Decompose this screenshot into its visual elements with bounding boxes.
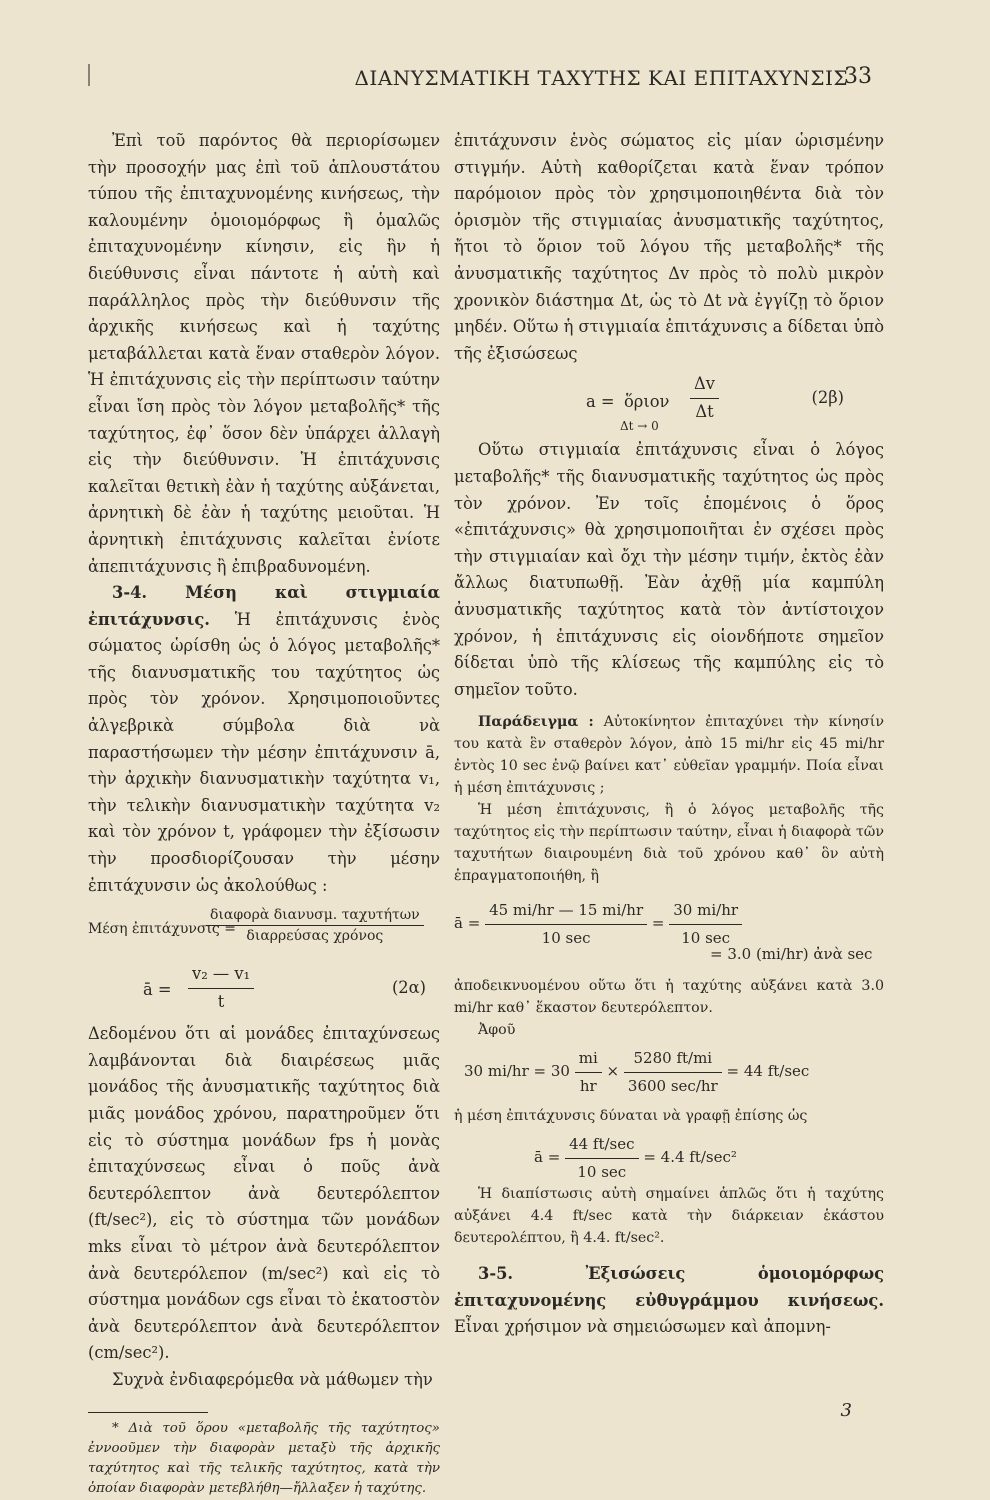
paragraph-definition: Οὕτω στιγμιαία ἐπιτάχυνσις εἶναι ὁ λόγος μεταβολῆς* τῆς διανυσματικῆς ταχύτητος ὡς πρὸς τὸν χρόνον. Ἐν τοῖς ἑπομένοις ὁ ὅρος «ἐπιτάχυνσις» θὰ χρησιμοποιῆται ἐν σχέσει πρὸς τὴν στιγμιαίαν καὶ ὄχι τὴν μέσην τιμήν, ἐκτὸς ἐὰν ἄλλως διατυπωθῇ. Ἐὰν ἀχθῇ μία καμπύλη ἀνυσματικῆς ταχύτητος κατὰ τὸν ἀντίστοιχον χρόνον, ἡ ἐπιτάχυνσις εἰς οἱονδήποτε σημεῖον δίδεται ὑπὸ τῆς κλίσεως τῆς καμπύλης εἰς τὸ σημεῖον τοῦτο. bbox=[454, 440, 884, 699]
left-column bbox=[88, 128, 440, 1499]
paragraph-finding: Ἡ διαπίστωσις αὐτὴ σημαίνει ἁπλῶς ὅτι ἡ ταχύτης αὐξάνει 4.4 ft/sec κατὰ τὴν διάρκειαν ἑκάστου δευτερολέπτου, ἢ 4.4. ft/sec². bbox=[454, 1186, 884, 1247]
equation-row bbox=[464, 1045, 809, 1099]
equation-fraction bbox=[624, 1045, 722, 1099]
equation-conversion bbox=[454, 1045, 884, 1101]
denominator: 3600 sec/hr bbox=[627, 1076, 718, 1095]
equation-result: = 3.0 (mi/hr) ἀνὰ sec bbox=[710, 945, 873, 964]
section-text: Ἡ ἐπιτάχυνσις ἑνὸς σώματος ὡρίσθη ὡς ὁ λόγος μεταβολῆς* τῆς διανυσματικῆς του ταχύτητος ὡς πρὸς τὸν χρόνον. Χρησιμοποιοῦντες ἀλγεβρικὰ σύμβολα διὰ νὰ παραστήσωμεν τὴν μέσην ἐπιτάχυνσιν ā, τὴν ἀρχικὴν διανυσματικὴν ταχύτητα v₁, τὴν τελικὴν διανυσματικὴν ταχύτητα v₂ καὶ τὸν χρόνον t, γράφομεν τὴν ἐξίσωσιν τὴν προσδιορίζουσαν τὴν μέσην ἐπιτάχυνσιν ὡς ἀκολούθως : bbox=[88, 609, 440, 895]
equation-lhs: ā = bbox=[143, 980, 172, 1000]
paragraph-continued: Συχνὰ ἐνδιαφερόμεθα νὰ μάθωμεν τὴν bbox=[112, 1369, 433, 1389]
footnote: * Διὰ τοῦ ὅρου «μεταβολῆς τῆς ταχύτητος» ἐννοοῦμεν τὴν διαφορὰν μεταξὺ τῆς ἀρχικῆς ταχύτητος καὶ τῆς τελικῆς ταχύτητος, κατὰ τὴν ὁποίαν διαφορὰν μετεβλήθη—ἤλλαξεν ἡ ταχύτης. bbox=[88, 1420, 440, 1496]
equation-fraction bbox=[565, 1131, 638, 1185]
denominator: Δt bbox=[695, 401, 714, 421]
equation-result: = 44 ft/sec bbox=[726, 1062, 810, 1081]
numerator: mi bbox=[575, 1045, 602, 1073]
equals-sign: = bbox=[651, 914, 665, 933]
equation-fraction bbox=[206, 905, 424, 946]
example bbox=[454, 711, 884, 799]
equation-fraction bbox=[690, 371, 719, 425]
equation-fraction bbox=[485, 897, 647, 951]
denominator: t bbox=[217, 991, 225, 1011]
equation-lhs: ā = bbox=[534, 1148, 561, 1167]
numerator: 45 mi/hr — 15 mi/hr bbox=[485, 897, 647, 925]
right-column bbox=[454, 128, 884, 1341]
equation-result: = 4.4 ft/sec² bbox=[643, 1148, 737, 1167]
equation-2b bbox=[454, 371, 884, 433]
equation-lhs: ā = bbox=[454, 914, 481, 933]
denominator: 10 sec bbox=[577, 1162, 627, 1181]
equation-row bbox=[534, 1131, 737, 1185]
section-heading: 3-5. Ἐξισώσεις ὁμοιομόρφως ἐπιταχυνομένης εὐθυγράμμου κινήσεως. bbox=[454, 1264, 884, 1310]
denominator: hr bbox=[579, 1076, 597, 1095]
limit-word: ὅριον bbox=[624, 392, 670, 412]
equation-example bbox=[454, 891, 884, 971]
footnote-rule bbox=[88, 1412, 208, 1413]
equation-label: (2α) bbox=[391, 978, 426, 998]
paragraph-since: Ἀφοῦ bbox=[478, 1022, 516, 1039]
paragraph-uniform-acceleration: Ἐπὶ τοῦ παρόντος θὰ περιορίσωμεν τὴν προσοχήν μας ἐπὶ τοῦ ἁπλουστάτου τύπου τῆς ἐπιταχυνομένης κινήσεως, τὴν καλουμένην ὁμοιομόρφως ἢ ὁμαλῶς ἐπιταχυνομένην κίνησιν, εἰς ἣν ἡ διεύθυνσις εἶναι πάντοτε ἡ αὐτὴ καὶ παράλληλος πρὸς τὴν διεύθυνσιν τῆς ἀρχικῆς κινήσεως καὶ ἡ ταχύτης μεταβάλλεται κατὰ ἕναν σταθερὸν λόγον. Ἡ ἐπιτάχυνσις εἰς τὴν περίπτωσιν ταύτην εἶναι ἴση πρὸς τὸν λόγον μεταβολῆς* τῆς ταχύτητος, ἐφ᾿ ὅσον δὲν ὑπάρχει ἀλλαγὴ εἰς τὴν διεύθυνσιν. Ἡ ἐπιτάχυνσις καλεῖται θετικὴ ἐὰν ἡ ταχύτης αὐξάνεται, ἀρνητικὴ δὲ ἐὰν ἡ ταχύτης μειοῦται. Ἡ ἀρνητικὴ ἐπιτάχυνσις καλεῖται ἐνίοτε ἀπεπιτάχυνσις ἢ ἐπιβραδυνομένη. bbox=[88, 131, 440, 576]
signature-mark: 3 bbox=[840, 1400, 852, 1421]
paragraph-instantaneous: ἐπιτάχυνσιν ἑνὸς σώματος εἰς μίαν ὡρισμένην στιγμήν. Αὐτὴ καθορίζεται κατὰ ἕναν τρόπον παρόμοιον πρὸς τὸν χρησιμοποιηθέντα διὰ τὸν ὁρισμὸν τῆς στιγμιαίας ἀνυσματικῆς ταχύτητος, ἤτοι τὸ ὅριον τοῦ λόγου τῆς μεταβολῆς* τῆς ἀνυσματικῆς ταχύτητος Δv πρὸς τὸ πολὺ μικρὸν χρονικὸν διάστημα Δt, ὡς τὸ Δt νὰ ἐγγίζῃ τὸ ὅριον μηδέν. Οὕτω ἡ στιγμιαία ἐπιτάχυνσις a δίδεται ὑπὸ τῆς ἐξισώσεως bbox=[454, 131, 884, 363]
denominator: 10 sec bbox=[681, 928, 731, 947]
limit-subscript: Δt → 0 bbox=[620, 419, 659, 434]
denominator: διαρρεύσας χρόνος bbox=[246, 928, 384, 945]
example-label: Παράδειγμα : bbox=[478, 714, 594, 731]
times-sign: × bbox=[606, 1062, 620, 1081]
equation-44 bbox=[454, 1131, 884, 1179]
numerator: 30 mi/hr bbox=[669, 897, 742, 925]
equation-lhs: 30 mi/hr = 30 bbox=[464, 1062, 570, 1081]
paragraph-units: Δεδομένου ὅτι αἱ μονάδες ἐπιταχύνσεως λαμβάνονται διὰ διαιρέσεως μιᾶς μονάδος τῆς ἀνυσματικῆς ταχύτητος διὰ μιᾶς μονάδος χρόνου, παρατηροῦμεν ὅτι εἰς τὸ σύστημα μονάδων fps ἡ μονὰς ἐπιταχύνσεως εἶναι ὁ ποῦς ἀνὰ δευτερόλεπτον ἀνὰ δευτερόλεπτον (ft/sec²), εἰς τὸ σύστημα τῶν μονάδων mks εἶναι τὸ μέτρον ἀνὰ δευτερόλεπτον ἀνὰ δευτερόλεπον (m/sec²) καὶ εἰς τὸ σύστημα μονάδων cgs εἶναι τὸ ἑκατοστὸν ἀνὰ δευτερόλεπτον ἀνὰ δευτερόλεπτον (cm/sec²). bbox=[88, 1024, 440, 1363]
equation-lhs: Μέση ἐπιτάχυνσις = bbox=[88, 921, 236, 938]
section-3-4 bbox=[88, 580, 440, 899]
equation-row bbox=[454, 897, 742, 951]
paragraph-average: Ἡ μέση ἐπιτάχυνσις, ἢ ὁ λόγος μεταβολῆς τῆς ταχύτητος εἰς τὴν περίπτωσιν ταύτην, εἶναι ἡ διαφορὰ τῶν ταχυτήτων διαιρουμένη διὰ τοῦ χρόνου καθ᾿ ὃν αὐτὴ ἐπραγματοποιήθη, ἢ bbox=[454, 802, 884, 885]
numerator: v₂ — v₁ bbox=[188, 961, 254, 989]
numerator: διαφορὰ διανυσμ. ταχυτήτων bbox=[206, 905, 424, 926]
paragraph-written: ἡ μέση ἐπιτάχυνσις δύναται νὰ γραφῇ ἐπίσης ὡς bbox=[454, 1108, 808, 1125]
paragraph-shows: ἀποδεικνυομένου οὕτω ὅτι ἡ ταχύτης αὐξάνει κατὰ 3.0 mi/hr καθ᾿ ἕκαστον δευτερόλεπτον. bbox=[454, 978, 884, 1017]
page-number: 33 bbox=[844, 64, 872, 89]
numerator: Δv bbox=[690, 371, 719, 399]
example-text: Αὐτοκίνητον ἐπιταχύνει τὴν κίνησίν του κατὰ ἓν σταθερὸν λόγον, ἀπὸ 15 mi/hr εἰς 45 mi/hr ἐντὸς 10 sec ἐνῷ βαίνει κατ᾿ εὐθεῖαν γραμμήν. Ποία εἶναι ἡ μέση ἐπιτάχυνσις ; bbox=[454, 714, 884, 797]
equation-label: (2β) bbox=[811, 388, 844, 408]
numerator: 5280 ft/mi bbox=[624, 1045, 722, 1073]
section-heading: 3-4. Μέση καὶ στιγμιαία ἐπιτάχυνσις. bbox=[88, 583, 440, 629]
denominator: 10 sec bbox=[541, 928, 591, 947]
equation-lhs: a = bbox=[586, 392, 615, 412]
equation-fraction bbox=[575, 1045, 602, 1099]
section-text: Εἶναι χρήσιμον νὰ σημειώσωμεν καὶ ἀπομνη- bbox=[454, 1317, 831, 1337]
equation-fraction bbox=[188, 961, 254, 1015]
running-header bbox=[0, 62, 990, 96]
margin-mark bbox=[88, 64, 90, 86]
section-3-5 bbox=[454, 1261, 884, 1341]
running-title: ΔΙΑΝΥΣΜΑΤΙΚΗ ΤΑΧΥΤΗΣ ΚΑΙ ΕΠΙΤΑΧΥΝΣΙΣ bbox=[354, 66, 848, 90]
equation-words bbox=[88, 905, 440, 955]
equation-2a bbox=[88, 961, 440, 1017]
numerator: 44 ft/sec bbox=[565, 1131, 638, 1159]
